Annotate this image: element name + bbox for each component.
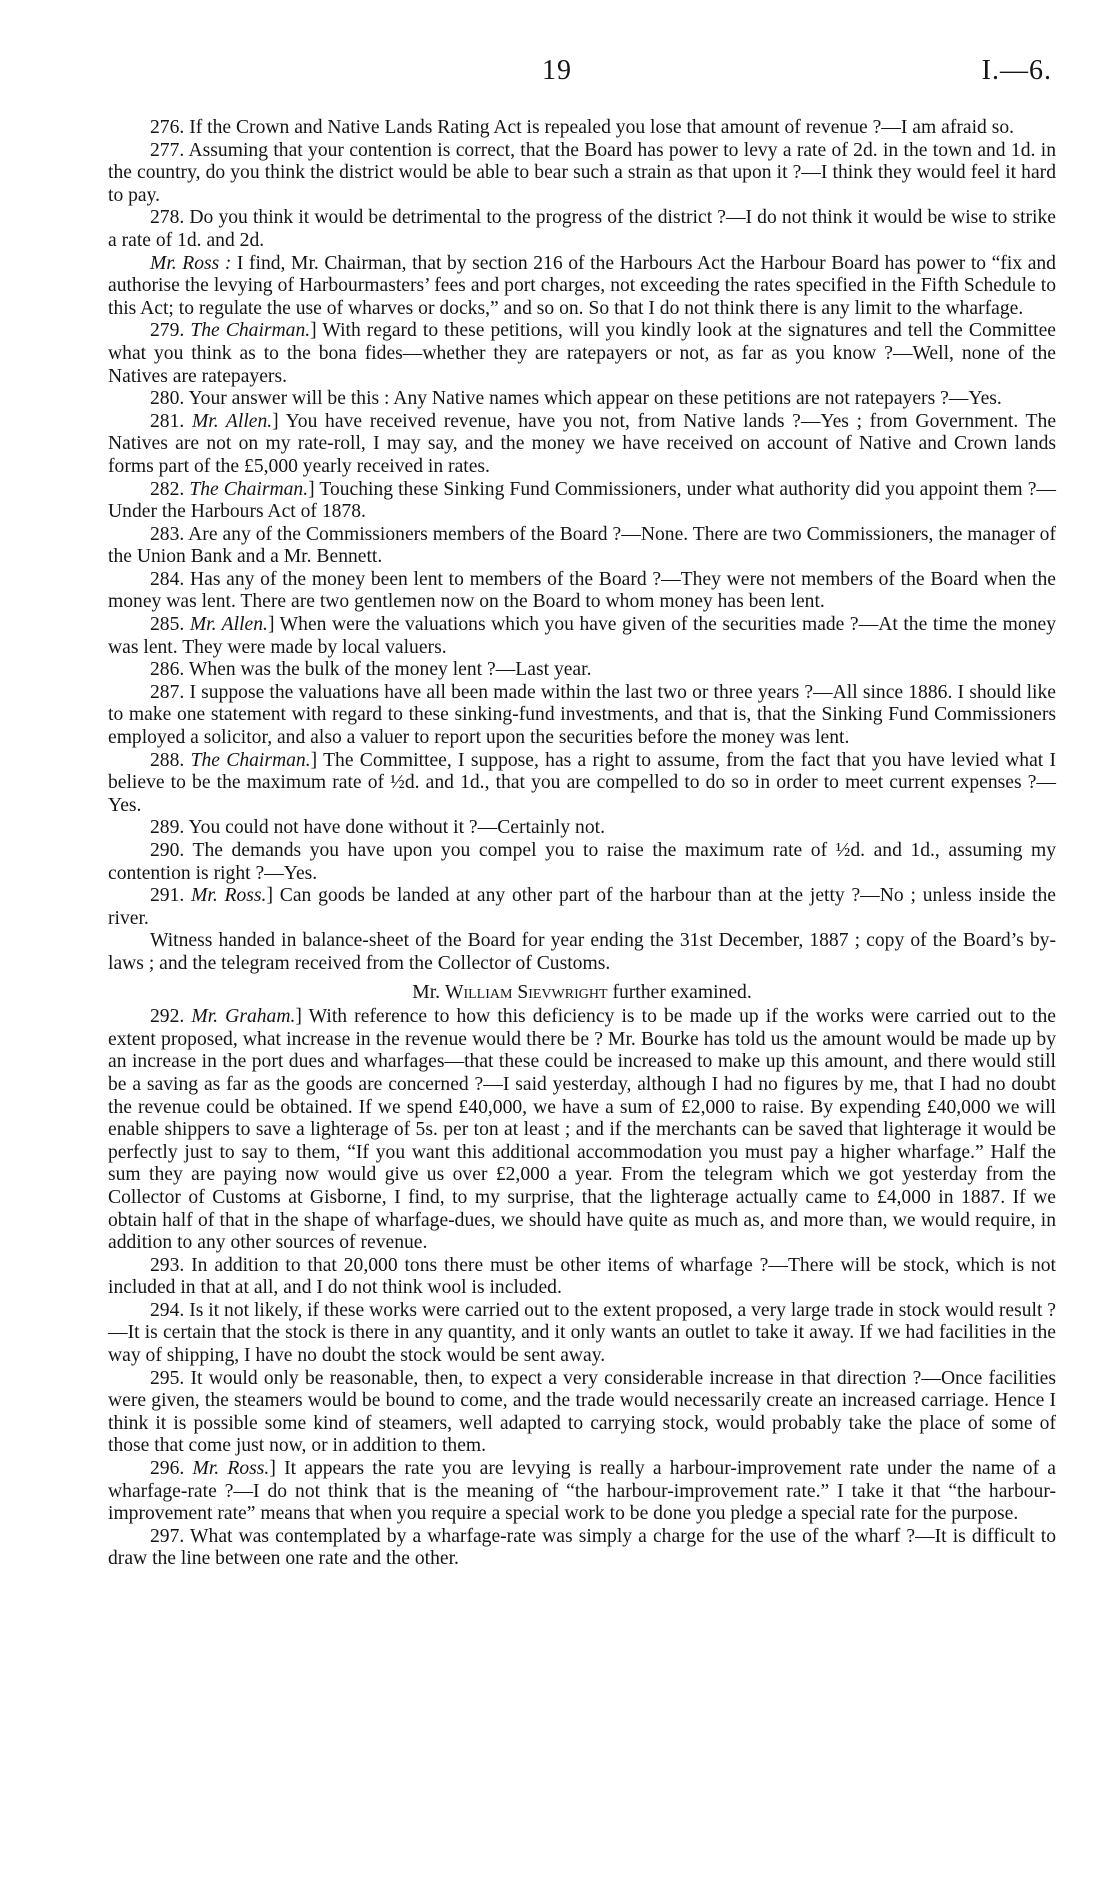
paper-reference: I.—6. bbox=[981, 55, 1052, 86]
page-header bbox=[0, 55, 1114, 95]
speaker-name: The Chairman. bbox=[189, 478, 309, 500]
paragraph-text: 295. It would only be reasonable, then, to expect a very considerable increase in that direction ?—Once facilities were given, the steamers would be bound to come, and the trade would necessarily create an increased carriage. Hence I think it is possible some kind of steamers, well adapted to carrying stock, would probably take the place of some of those that come just now, or in addition to them. bbox=[108, 1367, 1056, 1457]
paragraph-text: 294. Is it not likely, if these works were carried out to the extent proposed, a very large trade in stock would result ?—It is certain that the stock is there in any quantity, and it only wants an outlet to take it away. If we had facilities in the way of shipping, I have no doubt the stock would be sent away. bbox=[108, 1299, 1056, 1367]
question-number: 292. bbox=[150, 1006, 192, 1028]
section-heading-prefix: Mr. bbox=[412, 981, 445, 1003]
paragraph bbox=[108, 1006, 1056, 1255]
question-number: 285. bbox=[150, 614, 190, 636]
witness-name: William Sievwright bbox=[444, 981, 608, 1003]
speaker-name: Mr. Ross : bbox=[150, 252, 232, 274]
paragraph bbox=[108, 411, 1056, 479]
paragraph-text: 283. Are any of the Commissioners members of the Board ?—None. There are two Commissioners, the manager of the Union Bank and a Mr. Bennett. bbox=[108, 523, 1056, 568]
speaker-name: Mr. Allen. bbox=[189, 614, 268, 636]
question-number: 279. bbox=[150, 320, 191, 342]
paragraph bbox=[108, 659, 1056, 682]
paragraph-text: 289. You could not have done without it ?—Certainly not. bbox=[150, 817, 605, 839]
paragraph bbox=[108, 1526, 1056, 1571]
paragraph-text: 278. Do you think it would be detrimental to the progress of the district ?—I do not think it would be wise to strike a rate of 1d. and 2d. bbox=[108, 207, 1056, 251]
speaker-name: The Chairman. bbox=[190, 749, 311, 771]
paragraph-text: 287. I suppose the valuations have all been made within the last two or three years ?—All since 1886. I should like to make one statement with regard to these sinking-fund investments, and that is, that the Sinking Fund Commissioners employed a solicitor, and also a valuer to report upon the securities before the money was lent. bbox=[108, 681, 1056, 749]
speaker-name: Mr. Allen. bbox=[191, 410, 273, 432]
minutes-block-1 bbox=[108, 117, 1056, 976]
question-number: 296. bbox=[150, 1458, 193, 1480]
paragraph-text: 286. When was the bulk of the money lent ?—Last year. bbox=[150, 659, 592, 681]
document-body bbox=[108, 117, 1056, 1571]
question-number: 288. bbox=[150, 749, 191, 771]
paragraph-text: 276. If the Crown and Native Lands Rating Act is repealed you lose that amount of revenue ?—I am afraid so. bbox=[150, 117, 1015, 138]
speaker-name: Mr. Graham. bbox=[191, 1006, 296, 1028]
paragraph-text: ] When were the valuations which you have given of the securities made ?—At the time the money was lent. They were made by local valuers. bbox=[108, 614, 1056, 658]
paragraph bbox=[108, 614, 1056, 659]
page-number: 19 bbox=[542, 55, 572, 86]
speaker-name: The Chairman. bbox=[190, 320, 311, 342]
question-number: 291. bbox=[150, 885, 192, 907]
question-number: 281. bbox=[150, 410, 192, 432]
paragraph bbox=[108, 388, 1056, 411]
paragraph bbox=[108, 1255, 1056, 1300]
paragraph-text: ] With regard to these petitions, will you kindly look at the signatures and tell the Committee what you think as to the bona fides—whether they are ratepayers or not, as far as you know ?—Well, none of the Natives are ratepayers. bbox=[108, 320, 1056, 387]
question-number: 282. bbox=[150, 478, 190, 500]
paragraph-text: ] The Committee, I suppose, has a right to assume, from the fact that you have levied what I believe to be the maximum rate of ½d. and 1d., that you are compelled to do so in order to meet current expenses ?—Yes. bbox=[108, 749, 1057, 816]
paragraph bbox=[108, 207, 1056, 252]
paragraph bbox=[108, 682, 1056, 750]
paragraph-text: 297. What was contemplated by a wharfage-rate was simply a charge for the use of the wharf ?—It is difficult to draw the line between one rate and the other. bbox=[108, 1525, 1056, 1570]
paragraph-text: 277. Assuming that your contention is correct, that the Board has power to levy a rate of 2d. in the town and 1d. in the country, do you think the district would be able to bear such a strain as that upon it ?—I think they would feel it hard to pay. bbox=[108, 139, 1056, 206]
paragraph bbox=[108, 817, 1056, 840]
paragraph-text: ] With reference to how this deficiency is to be made up if the works were carried out to the extent proposed, what increase in the revenue would there be ? Mr. Bourke has told us the amount would be made up by an increase in the port dues and wharfages—that these could be increased to make up this amount, and there would still be a saving as far as the goods are concerned ?—I said yesterday, although I had no figures by me, that I had no doubt the revenue could be obtained. If we spend £40,000, we have a sum of £2,000 to raise. By expending £40,000 we will enable shippers to save a lighterage of 5s. per ton at least ; and if the merchants can be saved that lighterage it would be perfectly just to say to them, “If you want this additional accommodation you must pay a higher wharfage.” Half the sum they are paying now would give us over £2,000 a year. From the telegram which we got yesterday from the Collector of Customs at Gisborne, I find, to my surprise, that the lighterage actually came to £4,000 in 1887. If we obtain half of that in the shape of wharfage-dues, we should have quite as much as, and more than, we would require, in addition to any other sources of revenue. bbox=[108, 1006, 1056, 1254]
paragraph bbox=[108, 117, 1056, 140]
paragraph-text: 290. The demands you have upon you compel you to raise the maximum rate of ½d. and 1d., assuming my contention is right ?—Yes. bbox=[108, 840, 1056, 884]
paragraph bbox=[108, 750, 1056, 818]
paragraph bbox=[108, 840, 1056, 885]
paragraph bbox=[108, 1458, 1056, 1526]
paragraph-text: 280. Your answer will be this : Any Native names which appear on these petitions are not ratepayers ?—Yes. bbox=[150, 388, 1002, 410]
paragraph-text: ] Can goods be landed at any other part of the harbour than at the jetty ?—No ; unless inside the river. bbox=[108, 885, 1057, 929]
paragraph-text: 284. Has any of the money been lent to members of the Board ?—They were not members of the Board when the money was lent. There are two gentlemen now on the Board to whom money has been lent. bbox=[108, 568, 1056, 613]
paragraph bbox=[108, 320, 1056, 388]
paragraph bbox=[108, 479, 1056, 524]
speaker-name: Mr. Ross. bbox=[192, 1458, 270, 1480]
speaker-name: Mr. Ross. bbox=[191, 885, 267, 907]
paragraph-text: ] You have received revenue, have you not, from Native lands ?—Yes ; from Government. The Natives are not on my rate-roll, I may say, and the money we have received on account of Native and Crown lands forms part of the £5,000 yearly received in rates. bbox=[108, 410, 1057, 477]
section-heading-suffix: further examined. bbox=[607, 981, 752, 1003]
paragraph bbox=[108, 885, 1056, 930]
paragraph bbox=[108, 253, 1056, 321]
minutes-block-2 bbox=[108, 1006, 1056, 1571]
paragraph-text: ] Touching these Sinking Fund Commissioners, under what authority did you appoint them ?—Under the Harbours Act of 1878. bbox=[108, 478, 1056, 523]
paragraph bbox=[108, 1300, 1056, 1368]
paragraph-text: 293. In addition to that 20,000 tons there must be other items of wharfage ?—There will be stock, which is not included in that at all, and I do not think wool is included. bbox=[108, 1254, 1056, 1299]
paragraph-text: I find, Mr. Chairman, that by section 216 of the Harbours Act the Harbour Board has power to “fix and authorise the levying of Harbourmasters’ fees and port charges, not exceeding the rates specified in the Fifth Schedule to this Act; to regulate the use of wharves or docks,” and so on. So that I do not think there is any limit to the wharfage. bbox=[108, 252, 1056, 319]
paragraph bbox=[108, 930, 1056, 975]
paragraph bbox=[108, 1368, 1056, 1458]
paragraph-text: ] It appears the rate you are levying is really a harbour-improvement rate under the name of a wharfage-rate ?—I do not think that is the meaning of “the harbour-improvement rate.” I take it that “the harbour-improvement rate” means that when you require a special work to be done you pledge a special rate for the purpose. bbox=[108, 1458, 1057, 1525]
paragraph bbox=[108, 140, 1056, 208]
paragraph bbox=[108, 524, 1056, 569]
section-heading bbox=[108, 982, 1056, 1005]
paragraph-text: Witness handed in balance-sheet of the Board for year ending the 31st December, 1887 ; copy of the Board’s by-laws ; and the telegram received from the Collector of Customs. bbox=[108, 930, 1056, 974]
paragraph bbox=[108, 569, 1056, 614]
